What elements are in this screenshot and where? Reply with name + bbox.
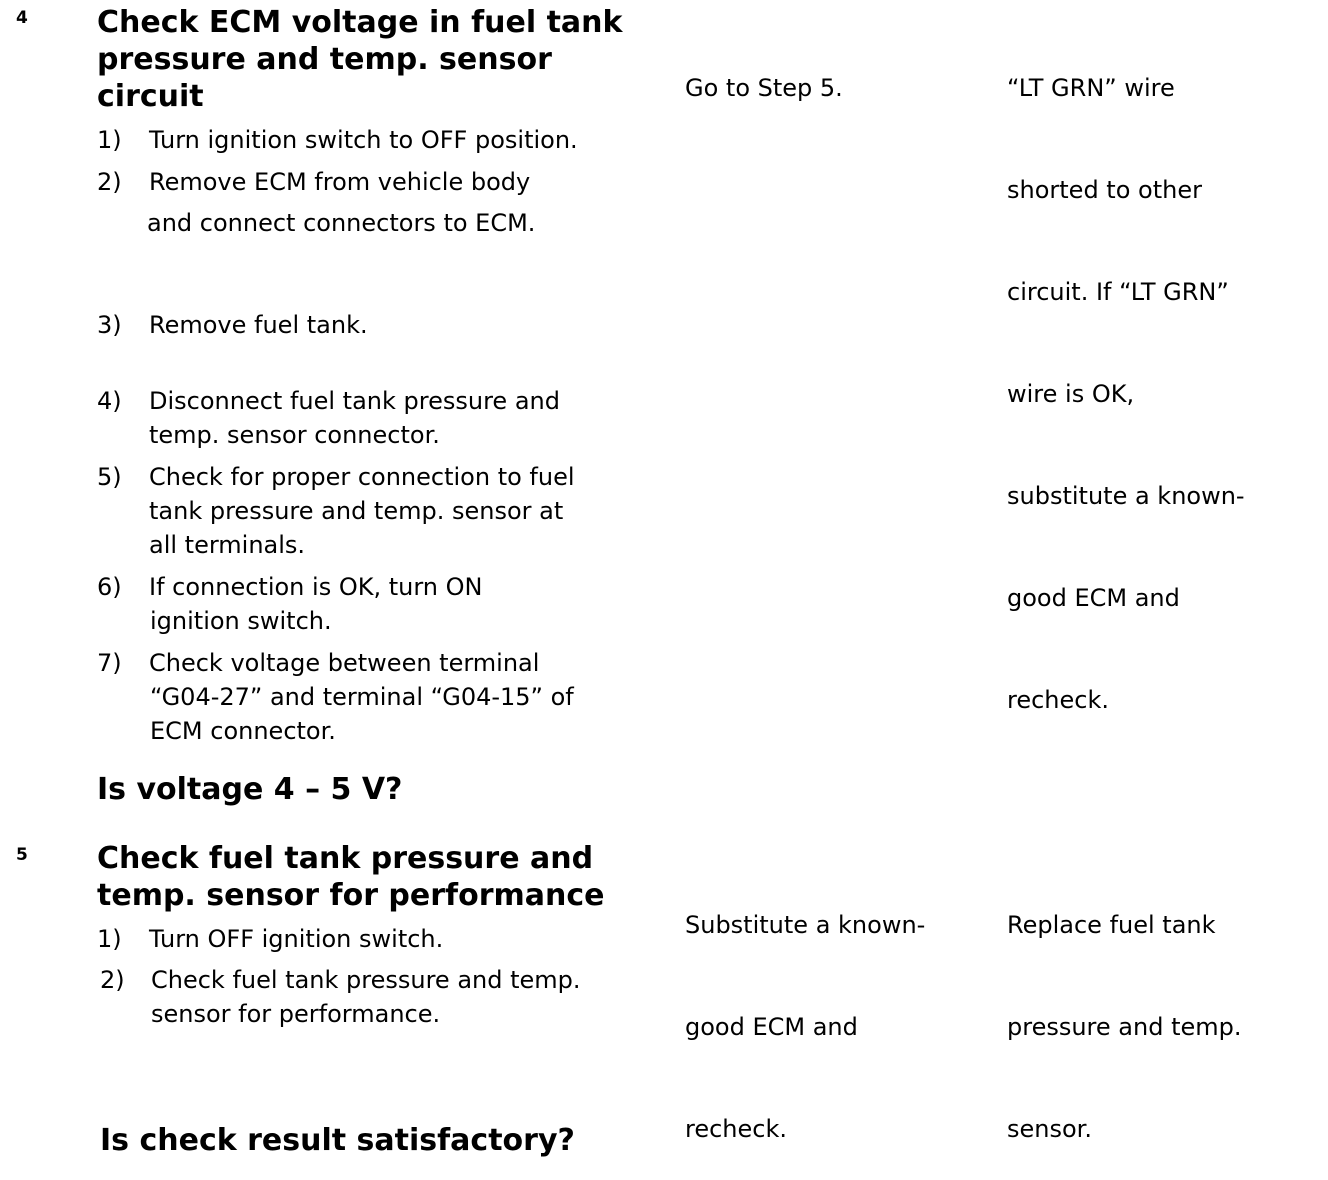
step-heading-line: Check ECM voltage in fuel tank	[97, 5, 623, 40]
no-result-line: substitute a known-	[1007, 482, 1245, 510]
no-result-line: recheck.	[1007, 686, 1109, 714]
no-result-line: “LT GRN” wire	[1007, 74, 1175, 102]
no-result-line: good ECM and	[1007, 584, 1180, 612]
yes-result-line: recheck.	[685, 1115, 787, 1143]
list-item-text: Remove fuel tank.	[149, 311, 368, 339]
list-item-text: ignition switch.	[150, 607, 332, 635]
no-result-line: pressure and temp.	[1007, 1013, 1242, 1041]
no-result-line: shorted to other	[1007, 176, 1202, 204]
no-result	[1007, 3, 1245, 751]
list-item-number: 3)	[97, 311, 122, 339]
yes-result	[685, 3, 843, 139]
list-item-number: 1)	[97, 925, 122, 953]
no-result-line: circuit. If “LT GRN”	[1007, 278, 1229, 306]
list-item-text: Turn ignition switch to OFF position.	[149, 126, 578, 154]
step-heading	[97, 840, 667, 914]
step-heading-line: pressure and temp. sensor	[97, 42, 552, 77]
step-number: 4	[16, 8, 28, 28]
no-result-line: wire is OK,	[1007, 380, 1135, 408]
list-item-number: 2)	[100, 966, 125, 994]
no-result	[1007, 840, 1242, 1180]
list-item-text: “G04-27” and terminal “G04-15” of	[150, 683, 574, 711]
step-question: Is check result satisfactory?	[100, 1123, 575, 1158]
list-item-text: Check voltage between terminal	[149, 649, 540, 677]
yes-result-line: good ECM and	[685, 1013, 858, 1041]
list-item-text: ECM connector.	[150, 717, 336, 745]
list-item-number: 4)	[97, 387, 122, 415]
list-item-text: Check for proper connection to fuel	[149, 463, 575, 491]
list-item-text: Turn OFF ignition switch.	[149, 925, 444, 953]
list-item-number: 2)	[97, 168, 122, 196]
list-item-text: sensor for performance.	[151, 1000, 441, 1028]
list-item-text: Remove ECM from vehicle body	[149, 168, 531, 196]
step-number: 5	[16, 845, 28, 865]
no-result-line: Replace fuel tank	[1007, 911, 1216, 939]
no-result-line: sensor.	[1007, 1115, 1092, 1143]
list-item-number: 7)	[97, 649, 122, 677]
step-heading-line: Check fuel tank pressure and	[97, 841, 594, 876]
list-item-number: 6)	[97, 573, 122, 601]
step-question: Is voltage 4 – 5 V?	[97, 772, 403, 807]
list-item-text: temp. sensor connector.	[149, 421, 440, 449]
yes-result-line: Substitute a known-	[685, 911, 926, 939]
step-heading	[97, 4, 667, 115]
step-heading-line: temp. sensor for performance	[97, 878, 605, 913]
yes-result	[685, 840, 925, 1180]
list-item-text: Disconnect fuel tank pressure and	[149, 387, 560, 415]
step-heading-line: circuit	[97, 79, 204, 114]
list-item-number: 1)	[97, 126, 122, 154]
yes-result-line: Go to Step 5.	[685, 74, 843, 102]
list-item-text: If connection is OK, turn ON	[149, 573, 483, 601]
list-item-text: tank pressure and temp. sensor at	[149, 497, 564, 525]
list-item-number: 5)	[97, 463, 122, 491]
list-item-text: Check fuel tank pressure and temp.	[151, 966, 581, 994]
list-item-text: and connect connectors to ECM.	[147, 209, 536, 237]
list-item-text: all terminals.	[149, 531, 306, 559]
